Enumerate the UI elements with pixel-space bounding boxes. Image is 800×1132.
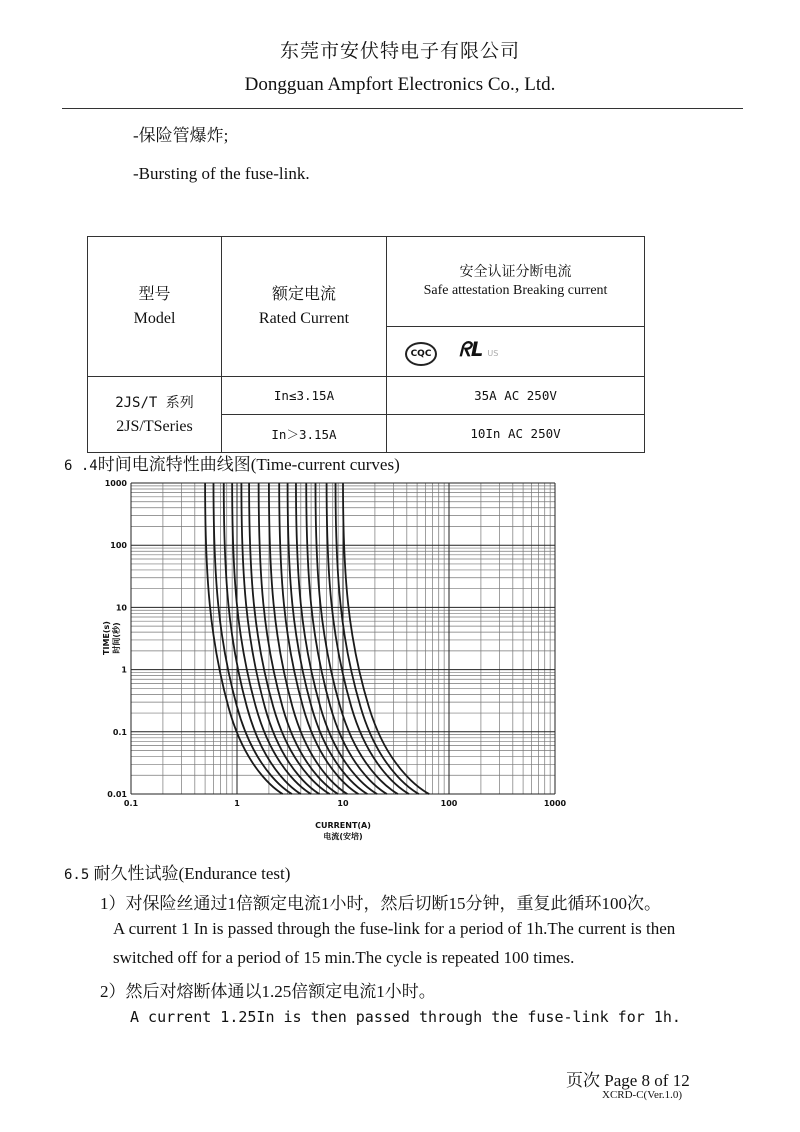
item-1-en-line-1: A current 1 In is passed through the fuse-link for a period of 1h.The current is then bbox=[113, 919, 676, 938]
breaking-row-2: 10In AC 250V bbox=[387, 415, 645, 453]
x-tick-label: 10 bbox=[337, 799, 349, 808]
company-name-en: Dongguan Ampfort Electronics Co., Ltd. bbox=[244, 74, 556, 95]
rated-en: Rated Current bbox=[258, 309, 350, 327]
company-name-cn: 东莞市安伏特电子有限公司 bbox=[279, 41, 520, 62]
y-tick-label: 0.1 bbox=[112, 727, 127, 737]
chart-curves bbox=[205, 483, 429, 794]
spec-table bbox=[87, 236, 645, 453]
x-axis-label-cn: 电流(安培) bbox=[323, 832, 363, 841]
curve-15 bbox=[336, 483, 419, 794]
section-6-5-title-en: (Endurance test) bbox=[178, 864, 291, 883]
chart-x-ticks bbox=[124, 799, 567, 808]
header-rated-current bbox=[222, 237, 387, 377]
section-6-5-number: 6.5 bbox=[64, 867, 90, 883]
bullet-cn: -保险管爆炸; bbox=[133, 126, 229, 145]
section-6-4-number: 6 .4 bbox=[64, 458, 98, 474]
y-tick-label: 1 bbox=[121, 665, 127, 675]
breaking-en: Safe attestation Breaking current bbox=[423, 282, 608, 298]
series-en: 2JS/TSeries bbox=[116, 417, 193, 435]
header-divider bbox=[62, 108, 743, 109]
model-en: Model bbox=[133, 309, 176, 327]
header-model bbox=[88, 237, 222, 377]
x-tick-label: 1000 bbox=[543, 799, 567, 808]
x-tick-label: 1 bbox=[234, 799, 240, 808]
cqc-logo-icon: CQC bbox=[405, 342, 437, 366]
y-axis-label-cn: 时间(秒) bbox=[112, 622, 121, 654]
series-cell bbox=[88, 377, 222, 453]
breaking-row-1: 35A AC 250V bbox=[387, 377, 645, 415]
breaking-cn: 安全认证分断电流 bbox=[459, 264, 572, 280]
item-1-cn: 1）对保险丝通过1倍额定电流1小时，然后切断15分钟，重复此循环100次。 bbox=[100, 894, 661, 913]
us-mark: US bbox=[487, 349, 499, 358]
item-2-cn: 2）然后对熔断体通以1.25倍额定电流1小时。 bbox=[100, 982, 436, 1001]
section-6-5-heading bbox=[64, 859, 290, 884]
document-code: XCRD-C(Ver.1.0) bbox=[602, 1089, 683, 1101]
y-tick-label: 100 bbox=[110, 541, 127, 551]
section-6-4-heading bbox=[64, 450, 400, 475]
y-tick-label: 1000 bbox=[104, 479, 127, 488]
y-tick-label: 10 bbox=[115, 603, 127, 613]
y-tick-label: 0.01 bbox=[107, 790, 127, 799]
series-cn: 2JS/T 系列 bbox=[115, 394, 194, 411]
x-tick-label: 0.1 bbox=[123, 799, 139, 808]
cert-logos bbox=[387, 327, 645, 377]
x-tick-label: 100 bbox=[440, 799, 458, 808]
x-axis-label-en: CURRENT(A) bbox=[315, 821, 371, 830]
current-row-2: In＞3.15A bbox=[222, 415, 387, 453]
page-number: 页次 Page 8 of 12 bbox=[566, 1071, 690, 1090]
curve-14 bbox=[327, 483, 409, 794]
item-2-en: A current 1.25In is then passed through the fuse-link for 1h. bbox=[130, 1008, 681, 1026]
bullet-en: -Bursting of the fuse-link. bbox=[133, 164, 310, 183]
time-current-chart bbox=[95, 475, 575, 845]
item-1-en-line-2: switched off for a period of 15 min.The cycle is repeated 100 times. bbox=[113, 948, 575, 967]
header-breaking bbox=[387, 237, 645, 327]
y-axis-label-en: TIME(s) bbox=[102, 621, 111, 655]
rated-cn: 额定电流 bbox=[271, 285, 336, 303]
model-cn: 型号 bbox=[138, 285, 171, 303]
ul-logo-icon: ᖇᒪ bbox=[459, 337, 484, 361]
section-6-4-title-en: (Time-current curves) bbox=[250, 455, 400, 474]
section-6-5-title-cn: 耐久性试验 bbox=[93, 864, 179, 883]
section-6-4-title-cn: 时间电流特性曲线图 bbox=[97, 455, 251, 474]
current-row-1: In≤3.15A bbox=[222, 377, 387, 415]
